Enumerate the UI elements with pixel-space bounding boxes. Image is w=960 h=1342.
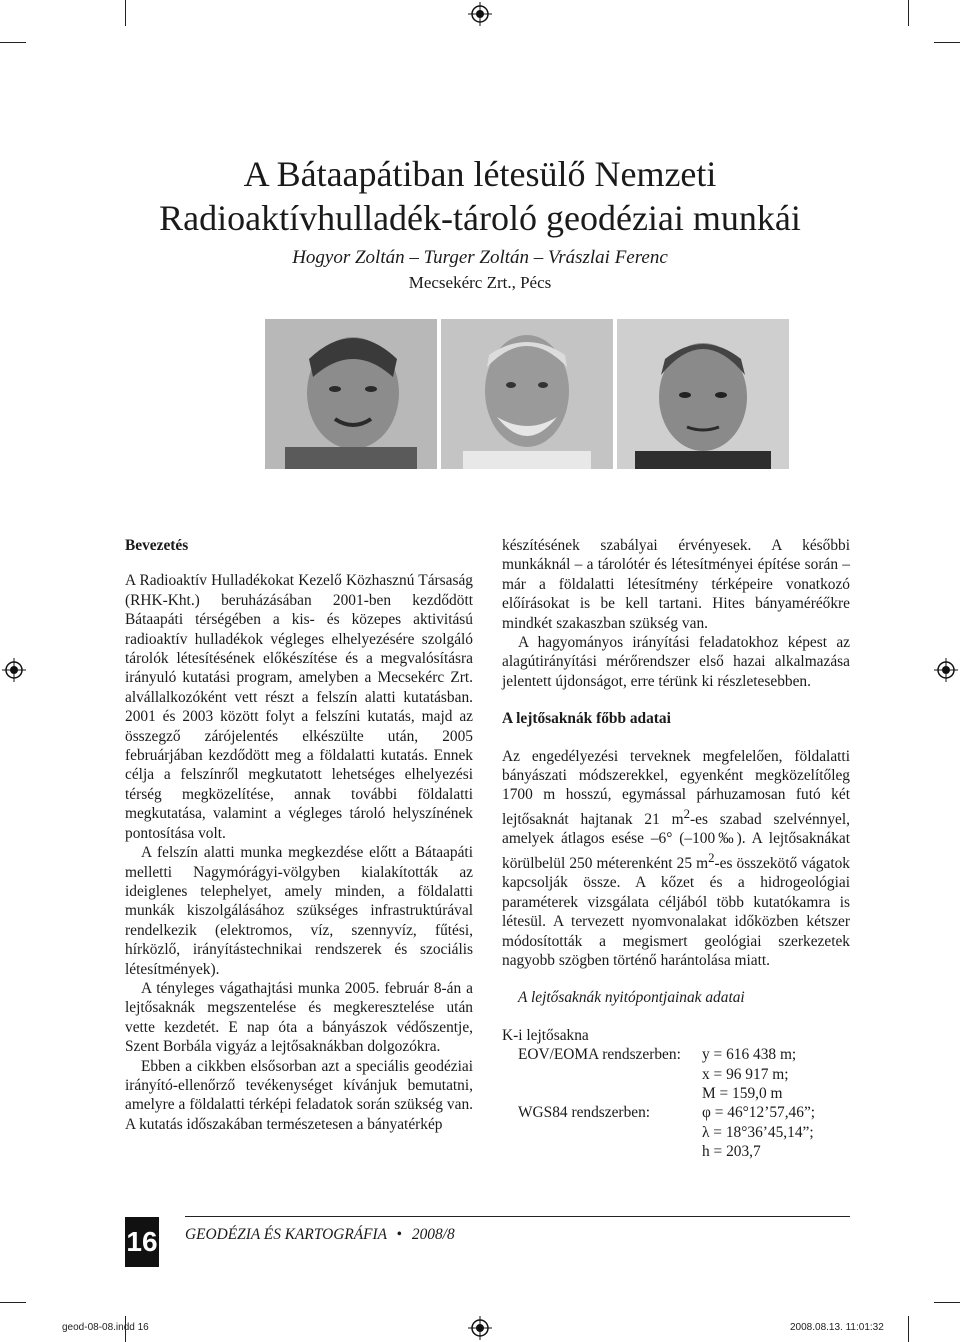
paragraph-part: Az engedélyezési terveknek megfelelően, földalatti bányászati módszerekkel, egyenként megközelítőleg 1700 m hosszú, egymással párhuzamosan futó két lejtősaknát hajtanak 21 m (502, 747, 850, 828)
author-photo-2 (441, 319, 613, 469)
issue-number: 2008/8 (411, 1226, 455, 1243)
coordinate-value: λ = 18°36’45,14”; (702, 1123, 814, 1141)
coordinate-value: y = 616 438 m; (702, 1046, 797, 1064)
author-photo-3 (617, 319, 789, 469)
coordinate-label (502, 1142, 702, 1161)
coordinate-value: x = 96 917 m; (702, 1065, 789, 1083)
registration-mark-icon (468, 1316, 492, 1340)
crop-mark (934, 42, 960, 43)
section-heading-shaft-data: A lejtősaknák főbb adatai (502, 710, 671, 728)
article-title (0, 152, 960, 240)
paragraph: A felszín alatti munka megkezdése előtt a Bátaapáti melletti Nagymórágyi-völgyben kialakították az ideiglenes telephelyet, amely minden, a földalatti munkák kiszolgálásához szükséges infrastruktúrával rendelkezik (elektromos, víz, szennyvíz, fűtési, hírközlő, irányítástechnikai rendszerek és szociális létesítmények). (125, 844, 473, 978)
paragraph-part: -es összekötő vágatok kapcsolják össze. A kőzet és a hidrogeológiai paraméterek vizsgálata céljából több kutatókamra is létesül. A tervezett nyomvonalakat időközben kétszer módosították a megismert geológiai szerkezetek nagyobb szögben történő harántolása miatt. (502, 854, 850, 969)
section-heading-introduction: Bevezetés (125, 537, 189, 554)
title-line-1: A Bátaapátiban létesülő Nemzeti (243, 154, 717, 194)
slug-filename: geod-08-08.indd 16 (62, 1322, 149, 1333)
coordinates-block (502, 1026, 850, 1162)
paragraph: A tényleges vágathajtási munka 2005. február 8-án a lejtősaknák megszentelése és megkeresztelése után vette kezdetét. E nap óta a bányászok védőszentje, Szent Borbála vigyáz a lejtősaknákban dolgozókra. (125, 979, 473, 1056)
superscript: 2 (683, 806, 691, 821)
paragraph: A Radioaktív Hulladékokat Kezelő Közhasznú Társaság (RHK-Kht.) beruházásában 2001-ben kezdődött Bátaapáti térségében a kis- és közepes aktivitású radioaktív hulladékok végleges elhelyezésére szolgáló tárolók létesítésének előkészítése és a megvalósításra irányuló kutatási program, amelyben a Mecsekérc Zrt. alvállalkozóként vett részt a felszín alatti kutatásban. 2001 és 2003 között folyt a felszíni kutatás, majd az összegző zárójelentés elkészülte után, 2005 februárjában kezdődött meg a földalatti kutatás. Ennek célja a felszínről megkutatott lehetséges elhelyezési térség megközelítése, annak további földalatti megkutatása, valamint a végleges tároló helyszínének pontosítása volt. (125, 572, 473, 842)
coordinate-row (502, 1123, 850, 1142)
paragraph: A hagyományos irányítási feladatokhoz képest az alagútirányítási mérőrendszer első hazai alkalmazása jelentett újdonságot, erre térünk ki részletesebben. (502, 634, 850, 690)
coordinate-row (502, 1065, 850, 1084)
author-photo-1 (265, 319, 437, 469)
coordinate-label: EOV/EOMA rendszerben: (518, 1046, 681, 1064)
subheading: A lejtősaknák nyitópontjainak adatai (518, 989, 745, 1007)
coordinate-value: h = 203,7 (702, 1143, 761, 1161)
affiliation: Mecsekérc Zrt., Pécs (408, 273, 552, 292)
coordinate-label: WGS84 rendszerben: (518, 1104, 651, 1122)
journal-name: GEODÉZIA ÉS KARTOGRÁFIA (185, 1226, 387, 1243)
coordinate-row (502, 1142, 850, 1161)
right-column (502, 536, 850, 1162)
running-footer (185, 1226, 455, 1244)
left-column (125, 536, 473, 1134)
superscript: 2 (708, 850, 715, 865)
paragraph: Ebben a cikkben elsősorban azt a speciális geodéziai irányító-ellenőrző tevékenységet kívánjuk bemutatni, amelyre a földalatti térképi feladatok során szükség van. A kutatás időszakában természetesen a bányatérkép (125, 1057, 473, 1133)
paragraph: készítésének szabályai érvényesek. A későbbi munkáknál – a tárolótér és létesítményei építése során – már a földalatti létesítmény térképeire vonatkozó előírásokat is be kell tartani. Hites bányaméréőkre mindkét szakaszban szükség van. (502, 537, 850, 632)
registration-mark-icon (934, 658, 958, 682)
footer-bullet: • (396, 1226, 403, 1243)
coordinate-value: M = 159,0 m (702, 1085, 783, 1102)
coordinate-value: φ = 46°12’57,46”; (702, 1104, 816, 1122)
coordinate-row (502, 1103, 850, 1122)
page-number: 16 (125, 1217, 159, 1267)
crop-mark (0, 1302, 26, 1303)
paragraph (502, 747, 850, 971)
registration-mark-icon (468, 2, 492, 26)
coordinate-label (502, 1065, 702, 1084)
slug-timestamp: 2008.08.13. 11:01:32 (790, 1322, 884, 1333)
crop-mark (934, 1302, 960, 1303)
crop-mark (908, 1316, 909, 1342)
registration-mark-icon (2, 658, 26, 682)
paragraph-part: -es szabad szelvénnyel, amelyek átlagos esése –6° (–100‰). A lejtősaknákat körülbelül 250 méterenként 25 m (502, 811, 850, 872)
authors: Hogyor Zoltán – Turger Zoltán – Vrászlai Ferenc (292, 247, 668, 268)
footer-rule (185, 1216, 850, 1217)
crop-mark (125, 0, 126, 26)
coordinate-label (502, 1123, 702, 1142)
title-line-2: Radioaktívhulladék-tároló geodéziai munkái (159, 198, 801, 238)
crop-mark (0, 42, 26, 43)
coordinate-label (502, 1084, 702, 1103)
coordinate-row (502, 1084, 850, 1103)
crop-mark (908, 0, 909, 26)
shaft-name: K-i lejtősakna (502, 1026, 589, 1044)
coordinate-row (502, 1045, 850, 1064)
